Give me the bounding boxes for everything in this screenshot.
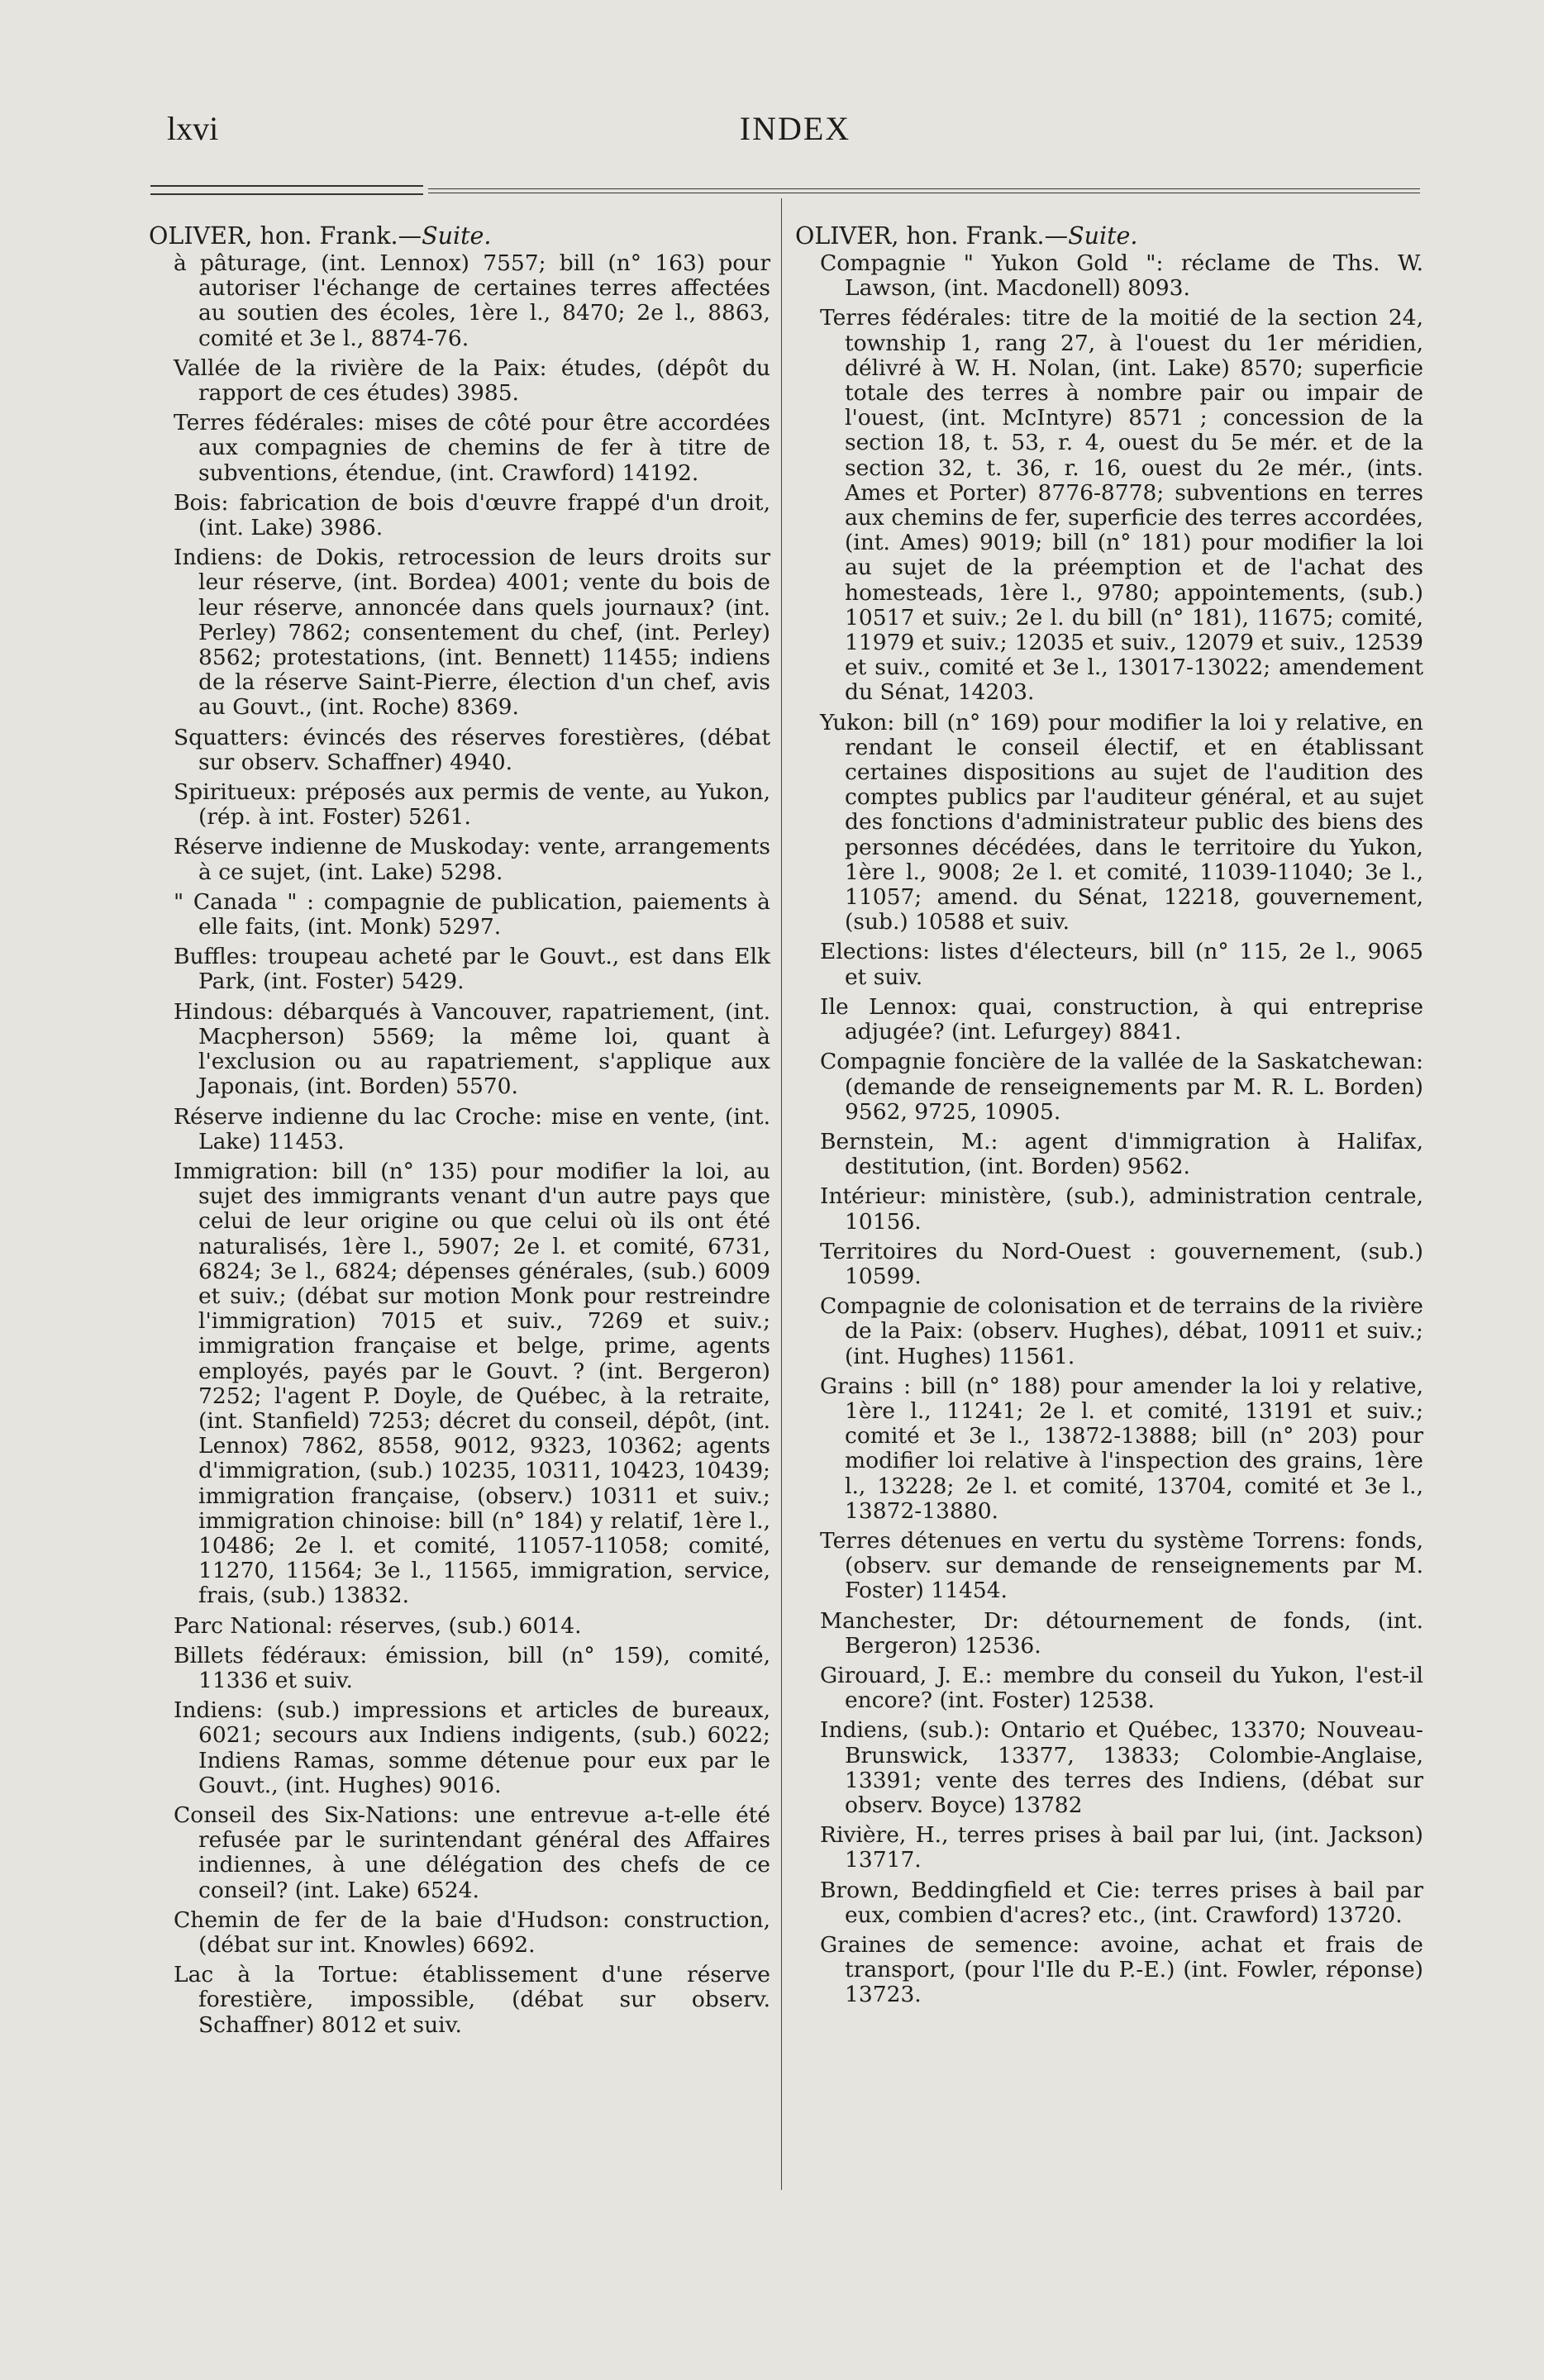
index-entry: Terres fédérales: titre de la moitié de la section 24, township 1, rang 27, à l'ouest du 1er méridien, délivré à W. H. Nolan, (int. Lake) 8570; superficie totale des terres à nombre pair ou impair de l'ouest, (int. McIntyre) 8571 ; concession de la section 18, t. 53, r. 4, ouest du 5e mér. et de la section 32, t. 36, r. 16, ouest du 2e mér., (ints. Ames et Porter) 8776-8778; subventions en terres aux chemins de fer, superficie des terres accordées, (int. Ames) 9019; bill (n° 181) pour modifier la loi au sujet de la préemption et de l'achat des homesteads, 1ère l., 9780; appointements, (sub.) 10517 et suiv.; 2e l. du bill (n° 181), 11675; comité, 11979 et suiv.; 12035 et suiv., 12079 et suiv., 12539 et suiv., comité et 3e l., 13017-13022; amendement du Sénat, 14203.	[820, 305, 1423, 706]
index-entry: Ile Lennox: quai, construction, à qui entreprise adjugée? (int. Lefurgey) 8841.	[820, 993, 1423, 1045]
index-entry: Rivière, H., terres prises à bail par lui, (int. Jackson) 13717.	[820, 1822, 1423, 1873]
index-entry: Bernstein, M.: agent d'immigration à Halifax, destitution, (int. Borden) 9562.	[820, 1128, 1423, 1180]
index-entry: Vallée de la rivière de la Paix: études, (dépôt du rapport de ces études) 3985.	[174, 355, 770, 407]
index-entry: Indiens: (sub.) impressions et articles de bureaux, 6021; secours aux Indiens indigents, (sub.) 6022; Indiens Ramas, somme détenue pour eux par le Gouvt., (int. Hughes) 9016.	[174, 1697, 770, 1798]
heading-suite: Suite.	[422, 222, 492, 250]
index-entry: Billets fédéraux: émission, bill (n° 159), comité, 11336 et suiv.	[174, 1642, 770, 1693]
index-entry: Brown, Beddingfield et Cie: terres prises à bail par eux, combien d'acres? etc., (int. Crawford) 13720.	[820, 1877, 1423, 1928]
index-entry: Immigration: bill (n° 135) pour modifier la loi, au sujet des immigrants venant d'un autre pays que celui de leur origine ou que celui où ils ont été naturalisés, 1ère l., 5907; 2e l. et comité, 6731, 6824; 3e l., 6824; dépenses générales, (sub.) 6009 et suiv.; (débat sur motion Monk pour restreindre l'immigration) 7015 et suiv., 7269 et suiv.; immigration française et belge, prime, agents employés, payés par le Gouvt. ? (int. Bergeron) 7252; l'agent P. Doyle, de Québec, à la retraite, (int. Stanfield) 7253; décret du conseil, dépôt, (int. Lennox) 7862, 8558, 9012, 9323, 10362; agents d'immigration, (sub.) 10235, 10311, 10423, 10439; immigration française, (observ.) 10311 et suiv.; immigration chinoise: bill (n° 184) y relatif, 1ère l., 10486; 2e l. et comité, 11057-11058; comité, 11270, 11564; 3e l., 11565, immigration, service, frais, (sub.) 13832.	[174, 1158, 770, 1609]
index-entry: Elections: listes d'électeurs, bill (n° 115, 2e l., 9065 et suiv.	[820, 939, 1423, 990]
index-entry: Graines de semence: avoine, achat et frais de transport, (pour l'Ile du P.-E.) (int. Fowler, réponse) 13723.	[820, 1932, 1423, 2008]
page-number: lxvi	[167, 110, 219, 147]
page-title: INDEX	[739, 110, 851, 147]
index-entry: Chemin de fer de la baie d'Hudson: construction, (débat sur int. Knowles) 6692.	[174, 1906, 770, 1958]
index-entry: Indiens: de Dokis, retrocession de leurs droits sur leur réserve, (int. Bordea) 4001; vente du bois de leur réserve, annoncée dans quels journaux? (int. Perley) 7862; consentement du chef, (int. Perley) 8562; protestations, (int. Bennett) 11455; indiens de la réserve Saint-Pierre, élection d'un chef, avis au Gouvt., (int. Roche) 8369.	[174, 545, 770, 721]
index-entry: Terres fédérales: mises de côté pour être accordées aux compagnies de chemins de fer à titre de subventions, étendue, (int. Crawford) 14192.	[174, 410, 770, 486]
index-entry: Terres détenues en vertu du système Torrens: fonds, (observ. sur demande de renseignements par M. Foster) 11454.	[820, 1527, 1423, 1604]
heading-suite: Suite.	[1068, 222, 1138, 250]
index-entry: Hindous: débarqués à Vancouver, rapatriement, (int. Macpherson) 5569; la même loi, quant à l'exclusion ou au rapatriement, s'applique aux Japonais, (int. Borden) 5570.	[174, 998, 770, 1100]
index-entry: Spiritueux: préposés aux permis de vente, au Yukon, (rép. à int. Foster) 5261.	[174, 779, 770, 831]
left-column-heading	[149, 223, 770, 250]
index-entry: Intérieur: ministère, (sub.), administration centrale, 10156.	[820, 1183, 1423, 1235]
index-entry: Yukon: bill (n° 169) pour modifier la loi y relative, en rendant le conseil électif, et en établissant certaines dispositions au sujet de l'audition des comptes publics par l'auditeur général, et au sujet des fonctions d'administrateur public des biens des personnes décédées, dans le territoire du Yukon, 1ère l., 9008; 2e l. et comité, 11039-11040; 3e l., 11057; amend. du Sénat, 12218, gouvernement, (sub.) 10588 et suiv.	[820, 709, 1423, 935]
column-divider	[781, 198, 782, 2190]
index-entry: à pâturage, (int. Lennox) 7557; bill (n° 163) pour autoriser l'échange de certaines terres affectées au soutien des écoles, 1ère l., 8470; 2e l., 8863, comité et 3e l., 8874-76.	[174, 250, 770, 351]
index-entry: Buffles: troupeau acheté par le Gouvt., est dans Elk Park, (int. Foster) 5429.	[174, 944, 770, 995]
index-entry: Grains : bill (n° 188) pour amender la loi y relative, 1ère l., 11241; 2e l. et comité, 13191 et suiv.; comité et 3e l., 13872-13888; bill (n° 203) pour modifier loi relative à l'inspection des grains, 1ère l., 13228; 2e l. et comité, 13704, comité et 3e l., 13872-13880.	[820, 1373, 1423, 1524]
index-entry: Bois: fabrication de bois d'œuvre frappé d'un droit, (int. Lake) 3986.	[174, 489, 770, 541]
header-rule-right	[428, 188, 1420, 193]
index-entry: Lac à la Tortue: établissement d'une réserve forestière, impossible, (débat sur observ. Schaffner) 8012 et suiv.	[174, 1962, 770, 2038]
index-entry: Manchester, Dr: détournement de fonds, (int. Bergeron) 12536.	[820, 1607, 1423, 1659]
page-header	[167, 109, 1423, 159]
index-entry: Territoires du Nord-Ouest : gouvernement, (sub.) 10599.	[820, 1238, 1423, 1289]
heading-name: OLIVER, hon. Frank.—	[149, 222, 422, 250]
index-entry: Réserve indienne de Muskoday: vente, arrangements à ce sujet, (int. Lake) 5298.	[174, 834, 770, 885]
right-column-heading	[795, 223, 1423, 250]
index-entry: Compagnie " Yukon Gold ": réclame de Ths. W. Lawson, (int. Macdonell) 8093.	[820, 250, 1423, 302]
index-entry: Indiens, (sub.): Ontario et Québec, 13370; Nouveau-Brunswick, 13377, 13833; Colombie-Anglaise, 13391; vente des terres des Indiens, (débat sur observ. Boyce) 13782	[820, 1717, 1423, 1818]
left-column	[149, 223, 770, 2043]
right-column	[795, 223, 1423, 2013]
index-entry: Parc National: réserves, (sub.) 6014.	[174, 1612, 582, 1639]
heading-name: OLIVER, hon. Frank.—	[795, 222, 1069, 250]
index-entry: " Canada " : compagnie de publication, paiements à elle faits, (int. Monk) 5297.	[174, 888, 770, 940]
index-entry: Squatters: évincés des réserves forestières, (débat sur observ. Schaffner) 4940.	[174, 724, 770, 775]
index-entry: Conseil des Six-Nations: une entrevue a-t-elle été refusée par le surintendant général des Affaires indiennes, à une délégation des chefs de ce conseil? (int. Lake) 6524.	[174, 1802, 770, 1903]
index-entry: Réserve indienne du lac Croche: mise en vente, (int. Lake) 11453.	[174, 1103, 770, 1154]
index-entry: Girouard, J. E.: membre du conseil du Yukon, l'est-il encore? (int. Foster) 12538.	[820, 1662, 1423, 1714]
index-entry: Compagnie de colonisation et de terrains de la rivière de la Paix: (observ. Hughes), débat, 10911 et suiv.; (int. Hughes) 11561.	[820, 1293, 1423, 1369]
index-entry: Compagnie foncière de la vallée de la Saskatchewan: (demande de renseignements par M. R. L. Borden) 9562, 9725, 10905.	[820, 1049, 1423, 1125]
header-rule-left	[150, 185, 423, 195]
